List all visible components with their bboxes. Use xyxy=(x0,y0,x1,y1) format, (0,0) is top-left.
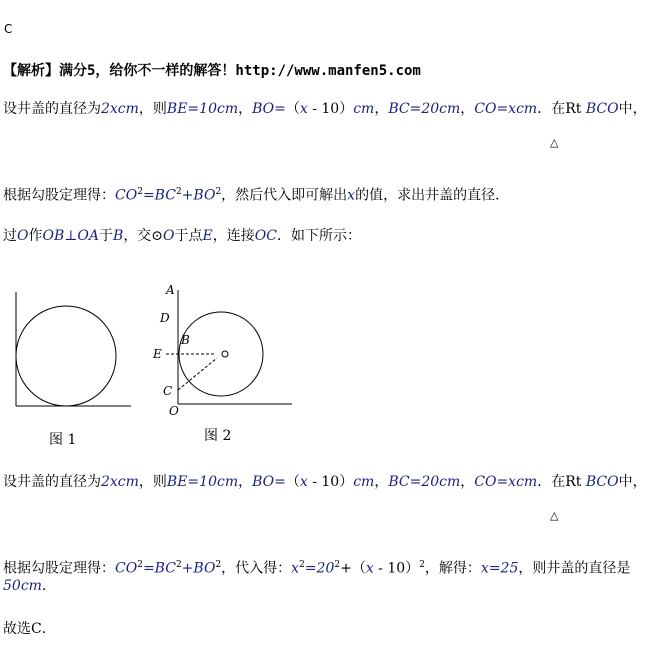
figure-2-center-point xyxy=(222,351,228,357)
triangle-symbol-2: △ xyxy=(550,509,559,522)
label-o-corner: O xyxy=(169,404,179,418)
paragraph-conclusion: 故选C． xyxy=(3,621,56,637)
paragraph-setup-2: 设井盖的直径为2xcm，则BE=10cm，BO=（x - 10）cm，BC=20cm，CO=xcm．在Rt BCO中， xyxy=(3,474,647,490)
label-b: B xyxy=(181,333,190,347)
label-c: C xyxy=(163,384,173,398)
label-d: D xyxy=(160,311,170,325)
triangle-symbol: △ xyxy=(550,136,559,149)
figure-2-caption: 图 2 xyxy=(204,428,232,444)
figure-2 xyxy=(152,283,292,444)
paragraph-pythagoras-hint: 根据勾股定理得：$CO^2=BC^2+BO^2$，然后代入即可解出x的值，求出井盖的直径． xyxy=(3,187,510,204)
paragraph-solve-cont: 50cm． xyxy=(3,578,56,594)
paragraph-setup-1: 设井盖的直径为2xcm，则BE=10cm，BO=（x - 10）cm，BC=20cm，CO=xcm．在Rt BCO中， xyxy=(3,101,647,117)
paragraph-construction: 过O作OB⊥OA于B，交⊙O于点E，连接OC．如下所示： xyxy=(3,228,361,244)
analysis-header: 【解析】满分5，给你不一样的解答！http://www.manfen5.com xyxy=(3,63,421,79)
figure-1-caption: 图 1 xyxy=(49,432,77,448)
label-a: A xyxy=(166,283,175,297)
label-e: E xyxy=(153,347,162,361)
answer-choice: C xyxy=(4,22,13,36)
figures-svg xyxy=(0,278,310,453)
figure-1-circle xyxy=(16,306,116,406)
paragraph-solve: 根据勾股定理得：$CO^2=BC^2+BO^2$，代入得：$x^2=20^2+(x - 10)^2$，解得：x=25，则井盖的直径是 xyxy=(3,560,631,577)
figure-1 xyxy=(16,292,131,448)
